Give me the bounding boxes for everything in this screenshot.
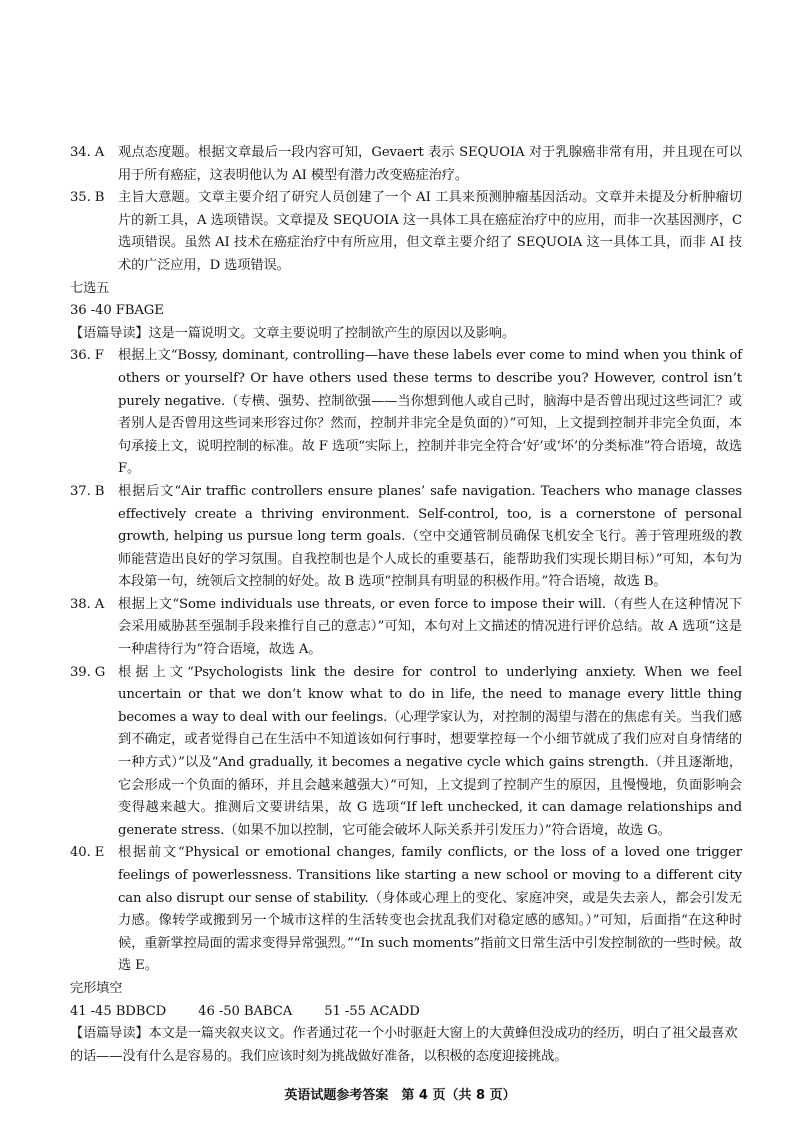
cloze-answers (70, 1001, 742, 1024)
question-number: 38. A (70, 596, 105, 612)
explanation-text: 观点态度题。根据文章最后一段内容可知，Gevaert 表示 SEQUOIA 对于乳腺癌非常有用，并且现在可以用于所有癌症，这表明他认为 AI 模型有潜力改变癌症治疗。 (118, 145, 742, 183)
section-heading-seven-choose-five: 七选五 (70, 280, 110, 296)
question-number: 36. F (70, 348, 104, 364)
explanation-text: 根据上文“Some individuals use threats, or even force to impose their will.（有些人在这种情况下会采用威胁甚至强制手段来推行自己的意志）”可知，本句对上文描述的情况进行评价总结。故 A 选项“这是一种虐待行为”符合语境，故选 A。 (118, 596, 742, 658)
answer-38 (70, 594, 742, 662)
question-number: 34. A (70, 145, 105, 160)
cloze-answers-51-55: 51 -55 ACADD (324, 1003, 420, 1019)
section-heading-cloze: 完形填空 (70, 980, 123, 996)
explanation-text: 主旨大意题。文章主要介绍了研究人员创建了一个 AI 工具来预测肿瘤基因活动。文章并未提及分析肿瘤切片的新工具，A 选项错误。文章提及 SEQUOIA 这一具体工具在癌症治疗中的应用，而非一次基因测序，C 选项错误。虽然 AI 技术在癌症治疗中有所应用，但文章主要介绍了 SEQUOIA 这一具体工具，而非 AI 技术的广泛应用，D 选项错误。 (118, 190, 742, 273)
answer-35 (70, 187, 742, 277)
answer-37 (70, 481, 742, 594)
question-number: 35. B (70, 190, 105, 206)
explanation-text: 根据前文“Physical or emotional changes, family conflicts, or the loss of a loved one trigger feelings of powerlessness. Transitions like starting a new school or moving to a different city can also disrupt our sense of stability.（身体或心理上的变化、家庭冲突，或是失去亲人，都会引发无力感。像转学或搬到另一个城市这样的生活转变也会扰乱我们对稳定感的感知。）”可知，后面指“在这种时候，重新掌控局面的需求变得异常强烈。”“In such moments”指前文日常生活中引发控制欲的一些时候。故选 E。 (118, 845, 742, 974)
question-number: 37. B (70, 483, 105, 499)
answer-40 (70, 842, 742, 978)
passage-guide-1: 【语篇导读】这是一篇说明文。文章主要说明了控制欲产生的原因以及影响。 (70, 325, 515, 341)
page-footer: 英语试题参考答案 第 4 页（共 8 页） (284, 1088, 516, 1103)
cloze-answers-46-50: 46 -50 BABCA (198, 1003, 293, 1019)
question-number: 39. G (70, 664, 106, 680)
answer-39 (70, 662, 742, 843)
question-number: 40. E (70, 845, 105, 861)
passage-guide-2: 【语篇导读】本文是一篇夹叙夹议文。作者通过花一个小时驱赶大窗上的大黄蜂但没成功的经历，明白了祖父最喜欢的话——没有什么是容易的。我们应该时刻为挑战做好准备，以积极的态度迎接挑战。 (70, 1026, 738, 1064)
explanation-text: 根据上文“Psychologists link the desire for control to underlying anxiety. When we feel uncertain or that we don’t know what to do in life, the need to manage every little thing becomes a way to deal with our feelings.（心理学家认为，对控制的渴望与潜在的焦虑有关。当我们感到不确定，或者觉得自己在生活中不知道该如何行事时，想要掌控每一个小细节就成了我们应对自身情绪的一种方式）”以及“And gradually, it becomes a negative cycle which gains strength.（并且逐渐地，它会形成一个负面的循环，并且会越来越强大）”可知，上文提到了控制产生的原因，且慢慢地，负面影响会变得越来越大。推测后文要讲结果，故 G 选项“If left unchecked, it can damage relationships and generate stress.（如果不加以控制，它可能会破坏人际关系并引发压力）”符合语境，故选 G。 (118, 664, 742, 838)
answer-key-content (70, 142, 742, 1068)
cloze-answers-41-45: 41 -45 BDBCD (70, 1003, 167, 1019)
answers-36-40: 36 -40 FBAGE (70, 303, 164, 319)
explanation-text: 根据上文“Bossy, dominant, controlling—have these labels ever come to mind when you think of others or yourself? Or have others used these terms to describe you? However, control isn’t purely negative.（专横、强势、控制欲强——当你想到他人或自己时，脑海中是否曾出现过这些词汇？或者别人是否曾用这些词来形容过你？然而，控制并非完全是负面的）”可知，上文提到控制并非完全负面，本句承接上文，说明控制的标准。故 F 选项“实际上，控制并非完全符合‘好’或‘坏’的分类标准”符合语境，故选 F。 (118, 348, 742, 477)
explanation-text: 根据后文“Air traffic controllers ensure planes’ safe navigation. Teachers who manage classes effectively create a thriving environment. Self-control, too, is a cornerstone of personal growth, helping us pursue long term goals.（空中交通管制员确保飞机安全飞行。善于管理班级的教师能营造出良好的学习氛围。自我控制也是个人成长的重要基石，能帮助我们实现长期目标）”可知，本句为本段第一句，统领后文控制的好处。故 B 选项“控制具有明显的积极作用。”符合语境，故选 B。 (118, 483, 742, 590)
answer-36 (70, 345, 742, 481)
answer-34 (70, 142, 742, 187)
